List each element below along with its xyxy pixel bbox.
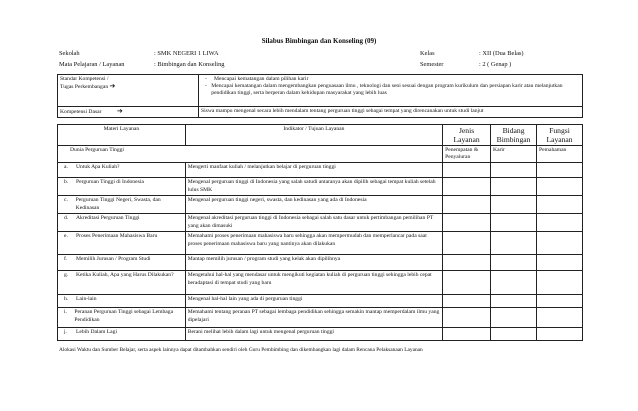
bidang-cell [491, 328, 537, 341]
row-number: f. [64, 256, 68, 263]
table-row [58, 295, 583, 308]
kompetensi-text-cell: Siswa mampu mengenal secara lebih mendalam tentang perguruan tinggi sebagai tempat yang direncanakan untuk studi lanjut [199, 107, 583, 118]
standar-bullet-text-2: Mencapai kematangan dalam mengembangkan penguasaan ilmu , teknologi dan seni sesuai dengan program kurikulum dan persiapan karir atau melanjutkan pendidikan tinggi, serta berperan dalam kehidupan masyarakat yang lebih luas [211, 83, 563, 97]
bidang-cell [491, 214, 537, 232]
indikator-cell: Mengetahui hal-hal yang mendasar untuk mengikuti kegiatan kuliah di perguruan tinggi sehingga lebih cepat beradaptasi di tempat studi yang baru [185, 271, 442, 295]
indikator-cell: Mengerti manfaat kuliah / melanjutkan belajar di perguruan tinggi [185, 163, 442, 178]
row-number: d. [64, 215, 69, 222]
jenis-cell [443, 308, 491, 328]
materi-cell [58, 295, 186, 308]
indikator-cell: Mantap memilih jurusan / program studi yang kelak akan dipilihnya [185, 255, 442, 271]
standar-bullet-2 [201, 83, 580, 97]
table-row [58, 214, 583, 232]
jenis-cell [443, 196, 491, 214]
bidang-cell [491, 163, 537, 178]
materi-cell [58, 308, 186, 328]
materi-text: Lebih Dalam Lagi [76, 329, 118, 336]
row-number: c. [64, 197, 68, 204]
header-jenis: Jenis Layanan [443, 125, 491, 146]
fungsi-cell [537, 214, 583, 232]
table-row [58, 178, 583, 196]
jenis-cell [443, 232, 491, 255]
materi-cell [58, 232, 186, 255]
kelas-value: : XII (Dua Belas) [479, 50, 524, 57]
meta-right-values [479, 48, 524, 70]
table-row [58, 163, 583, 178]
row-number: j. [64, 329, 67, 336]
kompetensi-label-cell: Kompetensi Dasar ➔ [58, 107, 199, 118]
row-number: i. [64, 309, 67, 316]
jenis-cell [443, 255, 491, 271]
materi-text: Ketika Kuliah, Apa yang Harus Dilakukan? [76, 272, 174, 279]
fungsi-cell [537, 178, 583, 196]
bidang-cell [491, 178, 537, 196]
fungsi-cell [537, 328, 583, 341]
bidang-cell [491, 196, 537, 214]
fungsi-cell [537, 196, 583, 214]
table-row [58, 255, 583, 271]
standar-content-cell [199, 75, 583, 107]
table-header-row [58, 125, 583, 146]
fungsi-cell [537, 163, 583, 178]
bidang-cell [491, 295, 537, 308]
row-number: a. [64, 164, 68, 171]
meta-right-labels [420, 48, 443, 70]
mapel-value: : Bimbingan dan Konseling [154, 61, 225, 68]
materi-cell [58, 255, 186, 271]
first-row-fungsi: Pemahaman [537, 146, 583, 163]
row-number: g. [64, 272, 69, 279]
indikator-cell: Memahami tentang peranan PT sebagai lembaga pendidikan sehingga semakin mantap memperdalam ilmu yang dipelajari [185, 308, 442, 328]
indikator-cell: Mengenal hal-hal lain yang ada di perguruan tinggi [185, 295, 442, 308]
kompetensi-row [58, 107, 583, 118]
materi-text: Perguruan Tinggi di Indonesia [76, 179, 144, 186]
first-row-bidang: Karir [491, 146, 537, 163]
jenis-cell [443, 214, 491, 232]
sekolah-label: Sekolah [59, 50, 80, 57]
bullet-dash: - [205, 76, 207, 82]
row-number: h. [64, 296, 69, 303]
bidang-cell [491, 255, 537, 271]
materi-text: Proses Penerimaan Mahasiswa Baru [76, 233, 158, 240]
row-number: b. [64, 179, 69, 186]
jenis-cell [443, 163, 491, 178]
header-bidang: Bidang Bimbingan [491, 125, 537, 146]
materi-text: Perguruan Tinggi Negeri, Swasta, dan Kedinasan [75, 197, 161, 211]
materi-cell [58, 214, 186, 232]
footer-note: Alokasi Waktu dan Sumber Belajar, serta aspek lainnya dapat ditambahkan sendiri oleh Guru Pembimbing dan dikembangkan lagi dalam Rencana Pelaksanaan Layanan [59, 347, 423, 353]
bidang-cell [491, 308, 537, 328]
header-materi: Materi Layanan [58, 125, 186, 146]
row-number: e. [64, 233, 68, 240]
indikator-cell: Mengenal perguruan tinggi di Indonesia yang salah satudi antaranya akan dipilih sebagai tempat kuliah setelah lulus SMK [185, 178, 442, 196]
materi-text: Memilih Jurusan / Program Studi [76, 256, 151, 263]
first-row-jenis: Penempatan & Penyaluran [443, 146, 491, 163]
standar-row [58, 75, 583, 107]
meta-left-values [154, 48, 224, 70]
jenis-cell [443, 271, 491, 295]
page-title: Silabus Bimbingan dan Konseling (09) [261, 37, 377, 45]
table-row [58, 328, 583, 341]
indikator-cell: Mengenal akreditasi perguruan tinggi di Indonesia sebagai salah satu dasar untuk pertimbangan pemilihan PT yang akan dimasuki [185, 214, 442, 232]
header-indikator: Indikator / Tujuan Layanan [185, 125, 442, 146]
header-fungsi: Fungsi Layanan [537, 125, 583, 146]
materi-text: Akreditasi Perguruan Tinggi [76, 215, 140, 222]
materi-text: Peranan Perguruan Tinggi sebagai Lembaga Pendidikan [74, 309, 174, 323]
standar-bullet-text-1: Mencapai kematangan dalam pilihan karir [214, 76, 309, 82]
meta-left-labels [59, 48, 124, 70]
fungsi-cell [537, 295, 583, 308]
materi-cell [58, 163, 186, 178]
mapel-label: Mata Pelajaran / Layanan [59, 61, 125, 68]
layanan-rows [58, 163, 583, 341]
bidang-cell [491, 232, 537, 255]
table-row [58, 232, 583, 255]
materi-cell [58, 271, 186, 295]
kelas-label: Kelas [420, 50, 435, 57]
fungsi-cell [537, 255, 583, 271]
fungsi-cell [537, 232, 583, 255]
table-row [58, 308, 583, 328]
materi-cell [58, 178, 186, 196]
jenis-cell [443, 178, 491, 196]
materi-text: Untuk Apa Kuliah? [76, 164, 120, 171]
indikator-cell: Mengenal perguruan tinggi negeri, swasta, dan kedinasan yang ada di Indonesia [185, 196, 442, 214]
bullet-dash: - [205, 83, 207, 90]
sekolah-value: : SMK NEGERI 1 LIWA [154, 50, 219, 57]
materi-cell [58, 328, 186, 341]
indikator-cell: Berani melihat lebih dalam lagi untuk mengenal perguruan tinggi [185, 328, 442, 341]
materi-cell [58, 196, 186, 214]
table-row [58, 196, 583, 214]
jenis-cell [443, 328, 491, 341]
standar-label-cell [58, 75, 199, 107]
standar-bullet-1 [201, 76, 580, 83]
materi-text: Lain-lain [76, 296, 97, 303]
bidang-cell [491, 271, 537, 295]
standar-label-line2: Tugas Perkembangan ➔ [60, 82, 116, 91]
arrow-right-icon: ➔ [116, 107, 123, 115]
semester-label: Semester [420, 61, 444, 68]
fungsi-cell [537, 271, 583, 295]
standar-label-line1: Standar Kompetensi / [60, 76, 109, 82]
semester-value: : 2 ( Genap ) [479, 61, 512, 68]
fungsi-cell [537, 308, 583, 328]
kompetensi-table [57, 74, 583, 118]
table-row [58, 146, 583, 163]
table-row [58, 271, 583, 295]
layanan-table [57, 124, 583, 341]
first-row-materi: Dunia Perguruan Tinggi [58, 146, 443, 163]
indikator-cell: Memahami proses penerimaan mahasiswa baru sehingga akan mempermudah dan memperlancar pada saat proses penerimaan mahasiswa baru yang nantinya akan dilakukan [185, 232, 442, 255]
arrow-right-icon: ➔ [109, 82, 116, 91]
jenis-cell [443, 295, 491, 308]
